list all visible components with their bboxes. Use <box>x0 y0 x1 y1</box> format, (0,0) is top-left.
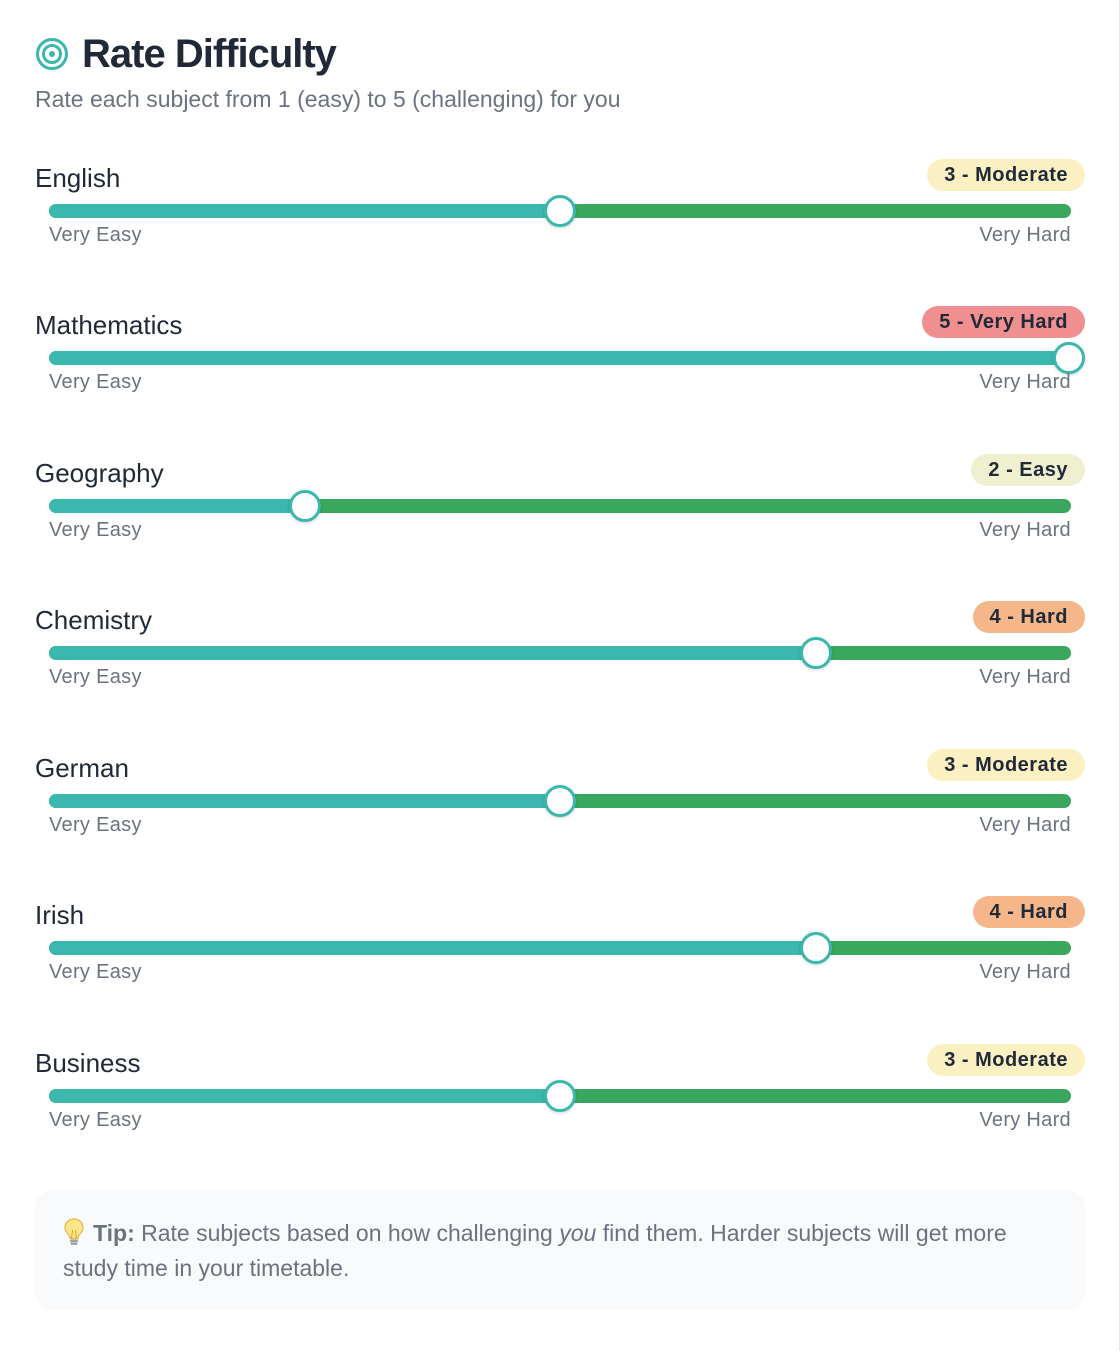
slider-thumb[interactable] <box>544 785 576 817</box>
scale-min-label: Very Easy <box>49 1109 142 1131</box>
scale-min-label: Very Easy <box>49 224 142 246</box>
slider-thumb[interactable] <box>800 932 832 964</box>
tip-label: Tip: <box>93 1220 135 1246</box>
subject-row-business <box>35 1047 1085 1167</box>
difficulty-badge: 3 - Moderate <box>927 749 1085 781</box>
subject-row-english <box>35 162 1085 282</box>
page-subtitle: Rate each subject from 1 (easy) to 5 (challenging) for you <box>35 86 621 112</box>
scale-max-label: Very Hard <box>979 519 1071 541</box>
difficulty-badge: 4 - Hard <box>973 601 1085 633</box>
tip-box <box>35 1190 1085 1310</box>
difficulty-slider-geography[interactable] <box>49 491 1071 521</box>
difficulty-badge: 5 - Very Hard <box>922 306 1085 338</box>
target-icon <box>35 37 69 71</box>
scale-max-label: Very Hard <box>979 961 1071 983</box>
difficulty-slider-business[interactable] <box>49 1081 1071 1111</box>
subject-name: Geography <box>35 458 164 488</box>
subject-name: Business <box>35 1048 141 1078</box>
scale-min-label: Very Easy <box>49 961 142 983</box>
difficulty-badge: 3 - Moderate <box>927 159 1085 191</box>
slider-fill <box>49 794 560 808</box>
subject-name: English <box>35 163 121 193</box>
scale-max-label: Very Hard <box>979 1109 1071 1131</box>
slider-thumb[interactable] <box>544 1080 576 1112</box>
slider-track[interactable] <box>49 941 1071 955</box>
slider-fill <box>49 351 1071 365</box>
slider-track[interactable] <box>49 646 1071 660</box>
subject-name: Chemistry <box>35 605 153 635</box>
difficulty-slider-mathematics[interactable] <box>49 343 1071 373</box>
subject-row-chemistry <box>35 604 1085 724</box>
slider-fill <box>49 204 560 218</box>
header <box>35 32 336 76</box>
subject-row-irish <box>35 899 1085 1019</box>
difficulty-slider-german[interactable] <box>49 786 1071 816</box>
slider-track[interactable] <box>49 499 1071 513</box>
slider-thumb[interactable] <box>800 637 832 669</box>
scale-min-label: Very Easy <box>49 814 142 836</box>
difficulty-badge: 2 - Easy <box>971 454 1085 486</box>
difficulty-slider-irish[interactable] <box>49 933 1071 963</box>
slider-fill <box>49 941 816 955</box>
page-title: Rate Difficulty <box>82 32 336 76</box>
tip-text-before: Rate subjects based on how challenging <box>141 1220 553 1246</box>
scale-max-label: Very Hard <box>979 666 1071 688</box>
slider-track[interactable] <box>49 351 1071 365</box>
difficulty-slider-chemistry[interactable] <box>49 638 1071 668</box>
slider-thumb[interactable] <box>289 490 321 522</box>
difficulty-badge: 4 - Hard <box>973 896 1085 928</box>
scale-min-label: Very Easy <box>49 666 142 688</box>
slider-fill <box>49 646 816 660</box>
subject-row-geography <box>35 457 1085 577</box>
subject-row-german <box>35 752 1085 872</box>
subject-name: German <box>35 753 129 783</box>
slider-thumb[interactable] <box>544 195 576 227</box>
tip-emphasis: you <box>559 1220 597 1246</box>
difficulty-slider-english[interactable] <box>49 196 1071 226</box>
subject-name: Irish <box>35 900 85 930</box>
subject-row-mathematics <box>35 309 1085 429</box>
scale-min-label: Very Easy <box>49 519 142 541</box>
slider-fill <box>49 499 305 513</box>
subject-name: Mathematics <box>35 310 183 340</box>
tip-text-after: find them. Harder subjects will get more study time in your timetable. <box>63 1220 1007 1281</box>
scale-max-label: Very Hard <box>979 371 1071 393</box>
scale-max-label: Very Hard <box>979 814 1071 836</box>
scale-min-label: Very Easy <box>49 371 142 393</box>
lightbulb-icon <box>63 1217 85 1247</box>
difficulty-badge: 3 - Moderate <box>927 1044 1085 1076</box>
slider-fill <box>49 1089 560 1103</box>
scale-max-label: Very Hard <box>979 224 1071 246</box>
